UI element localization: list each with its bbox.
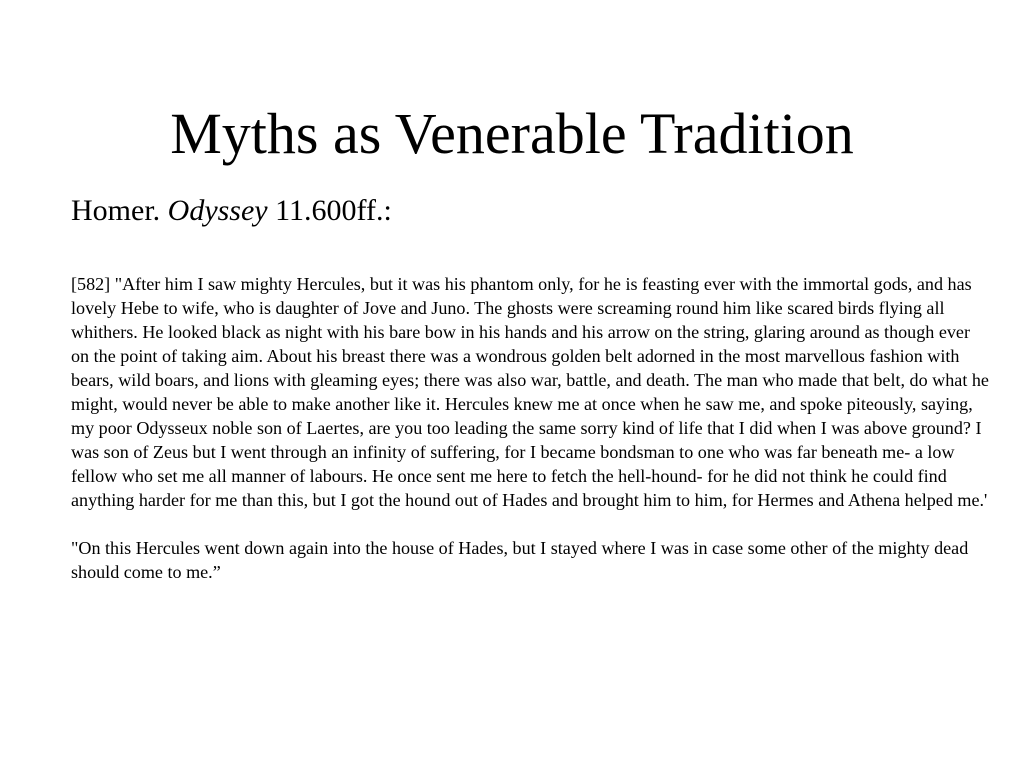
quotation-body <box>71 272 991 584</box>
quotation-paragraph-1: [582] "After him I saw mighty Hercules, but it was his phantom only, for he is feasting ever with the immortal gods, and has lovely Hebe to wife, who is daughter of Jove and Juno. The ghosts were screaming round him like scared birds flying all whithers. He looked black as night with his bare bow in his hands and his arrow on the string, glaring around as though ever on the point of taking aim. About his breast there was a wondrous golden belt adorned in the most marvellous fashion with bears, wild boars, and lions with gleaming eyes; there was also war, battle, and death. The man who made that belt, do what he might, would never be able to make another like it. Hercules knew me at once when he saw me, and spoke piteously, saying, my poor Odysseux noble son of Laertes, are you too leading the same sorry kind of life that I did when I was above ground? I was son of Zeus but I went through an infinity of suffering, for I became bondsman to one who was far beneath me- a low fellow who set me all manner of labours. He once sent me here to fetch the hell-hound- for he did not think he could find anything harder for me than this, but I got the hound out of Hades and brought him to him, for Hermes and Athena helped me.' <box>71 274 989 510</box>
slide-title: Myths as Venerable Tradition <box>170 101 854 166</box>
source-citation <box>71 192 392 230</box>
quotation-paragraph-2: "On this Hercules went down again into the house of Hades, but I stayed where I was in case some other of the mighty dead should come to me.” <box>71 538 969 582</box>
source-reference: 11.600ff.: <box>275 194 392 227</box>
source-author: Homer. <box>71 194 161 227</box>
source-work: Odyssey <box>167 194 268 227</box>
